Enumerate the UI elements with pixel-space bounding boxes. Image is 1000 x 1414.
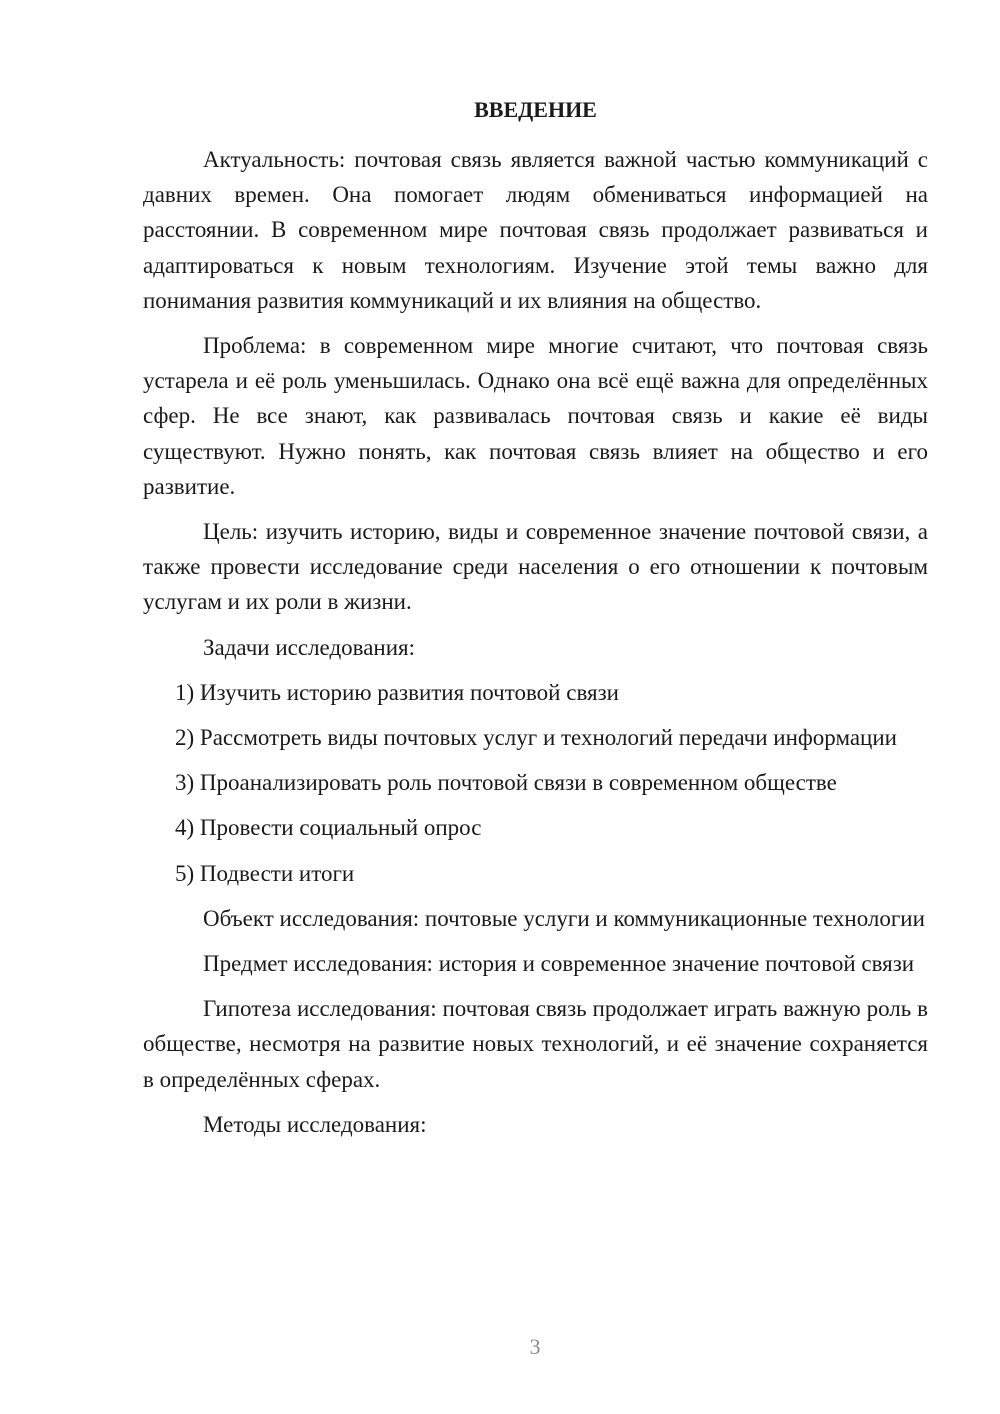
section-heading: ВВЕДЕНИЕ: [474, 97, 597, 122]
paragraph-relevance: Актуальность: почтовая связь является важной частью коммуникаций с давних времен. Она помогает людям обмениваться информацией на расстоянии. В современном мире почтовая связь продолжает развиваться и адаптироваться к новым технологиям. Изучение этой темы важно для понимания развития коммуникаций и их влияния на общество.: [143, 147, 928, 313]
paragraph-goal: Цель: изучить историю, виды и современное значение почтовой связи, а также провести исследование среди населения о его отношении к почтовым услугам и их роли в жизни.: [143, 519, 928, 615]
page-content: [143, 94, 928, 1142]
task-item-2: 2) Рассмотреть виды почтовых услуг и технологий передачи информации: [175, 725, 897, 751]
paragraph-subject: Предмет исследования: история и современное значение почтовой связи: [203, 951, 915, 977]
methods-title: Методы исследования:: [203, 1111, 427, 1137]
task-item-3: 3) Проанализировать роль почтовой связи в современном обществе: [175, 770, 837, 796]
task-item-4: 4) Провести социальный опрос: [175, 815, 482, 841]
tasks-title: Задачи исследования:: [203, 634, 416, 660]
page-number: 3: [529, 1334, 541, 1359]
task-item-1: 1) Изучить историю развития почтовой связи: [175, 679, 619, 705]
paragraph-object: Объект исследования: почтовые услуги и коммуникационные технологии: [203, 905, 925, 931]
task-item-5: 5) Подвести итоги: [175, 860, 355, 886]
paragraph-problem: Проблема: в современном мире многие считают, что почтовая связь устарела и её роль уменьшилась. Однако она всё ещё важна для определённых сфер. Не все знают, как развивалась почтовая связь и какие её виды существуют. Нужно понять, как почтовая связь влияет на общество и его развитие.: [143, 333, 928, 499]
paragraph-hypothesis: Гипотеза исследования: почтовая связь продолжает играть важную роль в обществе, несмотря на развитие новых технологий, и её значение сохраняется в определённых сферах.: [143, 996, 928, 1092]
